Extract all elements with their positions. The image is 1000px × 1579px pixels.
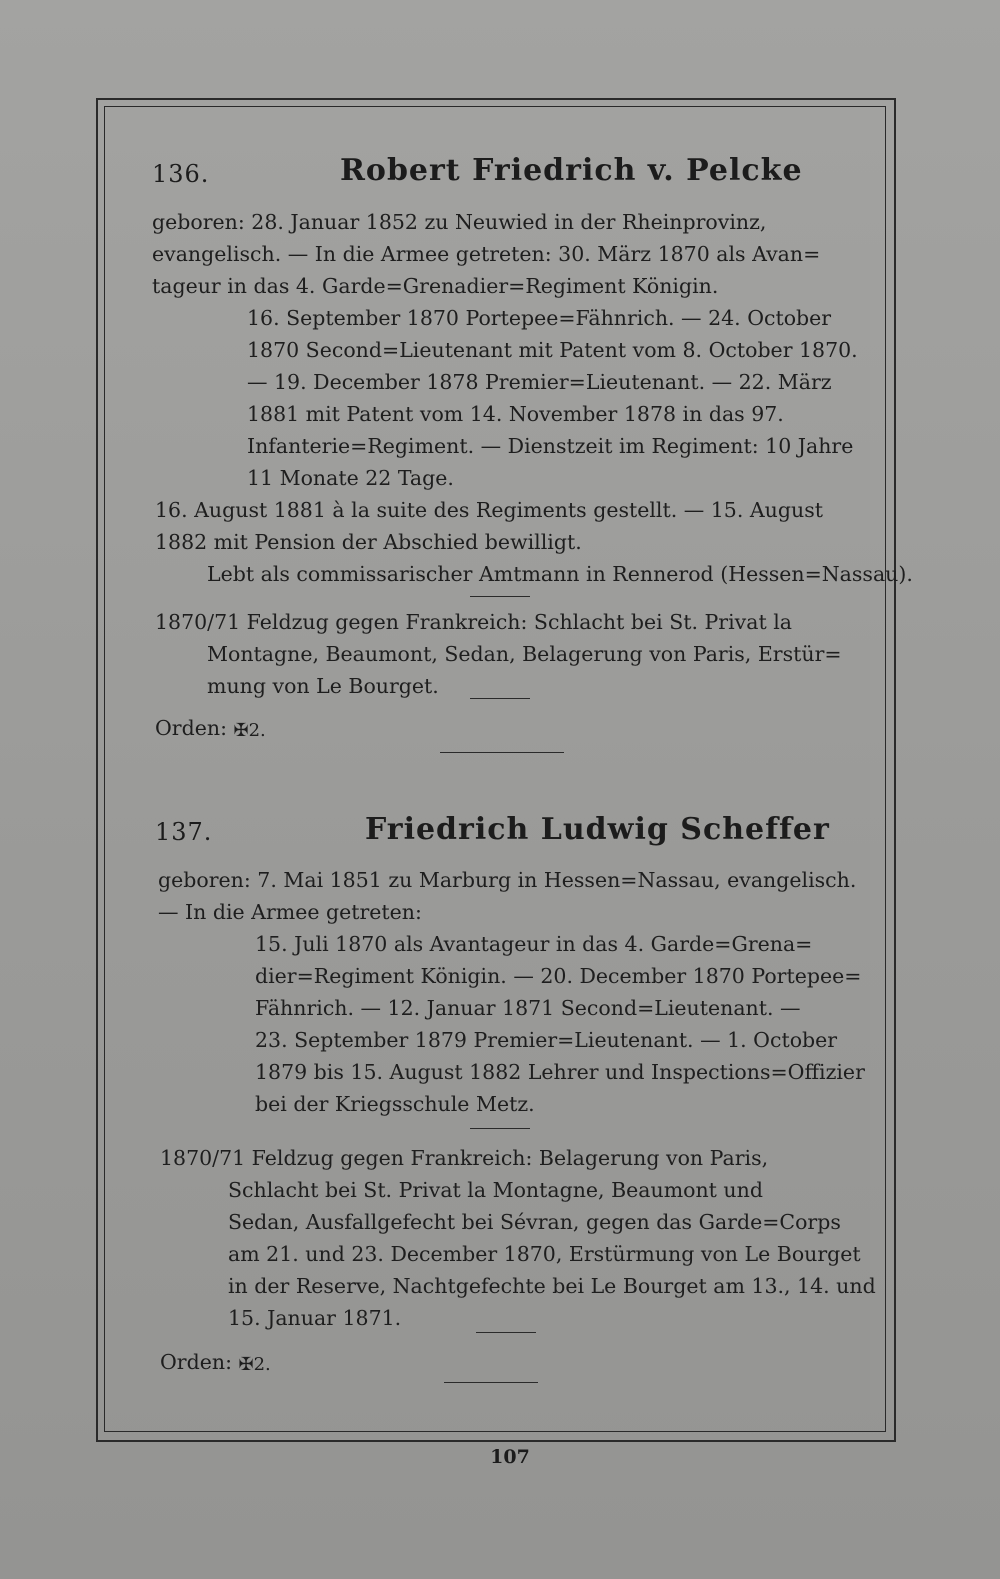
section-divider (470, 1128, 530, 1129)
entry-line: dier=Regiment Königin. — 20. December 1870 Portepee= (255, 964, 862, 988)
entry-line: mung von Le Bourget. (207, 674, 439, 698)
bottom-rule (96, 1440, 896, 1442)
entry-line: 1879 bis 15. August 1882 Lehrer und Inspections=Offizier (255, 1060, 865, 1084)
entry-line: Montagne, Beaumont, Sedan, Belagerung von Paris, Erstür= (207, 642, 842, 666)
orden-label: Orden: (160, 1350, 232, 1374)
entry-line: — 19. December 1878 Premier=Lieutenant. — 22. März (247, 370, 832, 394)
entry-line: 15. Juli 1870 als Avantageur in das 4. Garde=Grena= (255, 932, 813, 956)
entry-name: Robert Friedrich v. Pelcke (340, 153, 803, 188)
orden-label: Orden: (155, 716, 227, 740)
entry-line: 1870/71 Feldzug gegen Frankreich: Belagerung von Paris, (160, 1146, 769, 1170)
entry-line: 23. September 1879 Premier=Lieutenant. — 1. October (255, 1028, 838, 1052)
entry-name: Friedrich Ludwig Scheffer (365, 812, 830, 847)
iron-cross-icon: ✠2. (238, 1354, 271, 1375)
entry-line: — In die Armee getreten: (158, 900, 422, 924)
entry-line: in der Reserve, Nachtgefechte bei Le Bourget am 13., 14. und (228, 1274, 876, 1298)
entry-number: 136. (152, 160, 210, 188)
entry-line: geboren: 28. Januar 1852 zu Neuwied in der Rheinprovinz, (152, 210, 767, 234)
entry-line: am 21. und 23. December 1870, Erstürmung von Le Bourget (228, 1242, 861, 1266)
orden-line (155, 718, 266, 740)
orden-line (160, 1352, 271, 1374)
entry-line: 15. Januar 1871. (228, 1306, 402, 1330)
iron-cross-icon: ✠2. (233, 720, 266, 741)
entry-line: bei der Kriegsschule Metz. (255, 1092, 535, 1116)
section-divider (470, 698, 530, 699)
entry-line: 16. August 1881 à la suite des Regiments gestellt. — 15. August (155, 498, 823, 522)
section-divider (470, 596, 530, 597)
entry-line: Schlacht bei St. Privat la Montagne, Beaumont und (228, 1178, 763, 1202)
entry-line: 11 Monate 22 Tage. (247, 466, 454, 490)
entry-line: Infanterie=Regiment. — Dienstzeit im Regiment: 10 Jahre (247, 434, 854, 458)
entry-line: geboren: 7. Mai 1851 zu Marburg in Hessen=Nassau, evangelisch. (158, 868, 857, 892)
entry-separator (440, 752, 564, 753)
entry-separator (444, 1382, 538, 1383)
entry-number: 137. (155, 818, 213, 846)
entry-line: Lebt als commissarischer Amtmann in Rennerod (Hessen=Nassau). (207, 562, 913, 586)
page-number: 107 (490, 1446, 530, 1468)
entry-line: evangelisch. — In die Armee getreten: 30. März 1870 als Avan= (152, 242, 821, 266)
entry-line: 1870/71 Feldzug gegen Frankreich: Schlacht bei St. Privat la (155, 610, 793, 634)
entry-line: 1870 Second=Lieutenant mit Patent vom 8. October 1870. (247, 338, 858, 362)
entry-line: 1881 mit Patent vom 14. November 1878 in das 97. (247, 402, 784, 426)
entry-line: Sedan, Ausfallgefecht bei Sévran, gegen das Garde=Corps (228, 1210, 841, 1234)
section-divider (476, 1332, 536, 1333)
entry-line: tageur in das 4. Garde=Grenadier=Regiment Königin. (152, 274, 719, 298)
entry-line: 1882 mit Pension der Abschied bewilligt. (155, 530, 582, 554)
entry-line: 16. September 1870 Portepee=Fähnrich. — 24. October (247, 306, 832, 330)
entry-line: Fähnrich. — 12. Januar 1871 Second=Lieutenant. — (255, 996, 801, 1020)
